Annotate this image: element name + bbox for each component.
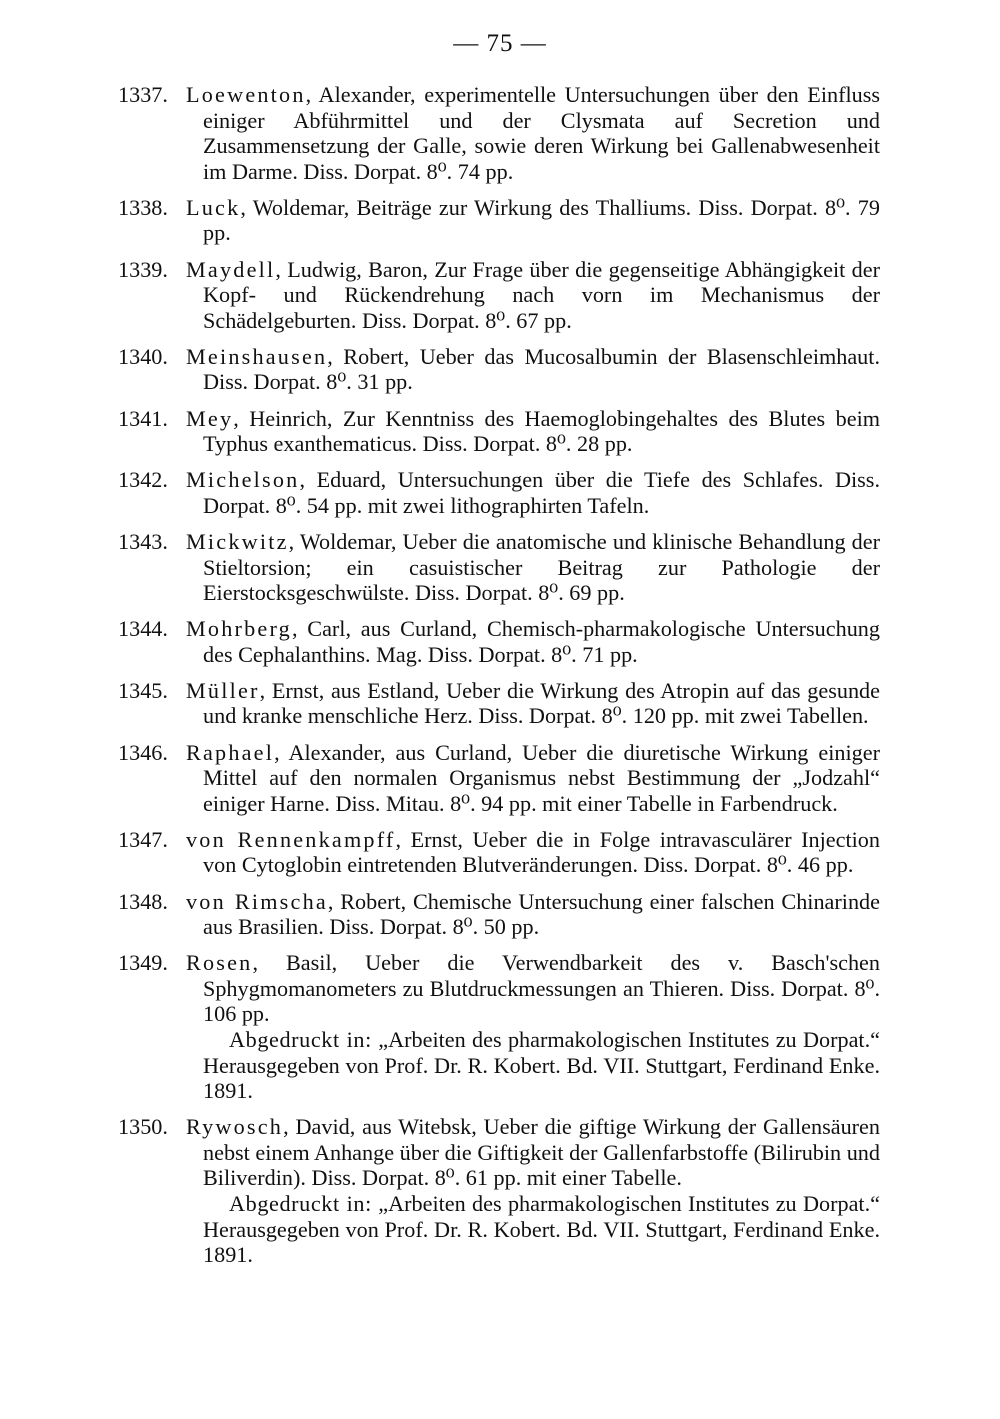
entry-text (186, 82, 880, 184)
entry-text (186, 950, 880, 1027)
entry-number: 1340. (118, 343, 168, 369)
entry-text (186, 827, 880, 878)
entry-author: von Rennenkampff (186, 826, 396, 852)
entry-body: , Ludwig, Baron, Zur Frage über die gegenseitige Abhängigkeit der Kopf- und Rückendrehung nach vorn im Mechanismus der Schädelgeburten. Diss. Dorpat. 8⁰. 67 pp. (203, 256, 880, 333)
entry-body: , Heinrich, Zur Kenntniss des Haemoglobingehaltes des Blutes beim Typhus exanthematicus. Diss. Dorpat. 8⁰. 28 pp. (203, 405, 880, 457)
entry-body: , Basil, Ueber die Verwendbarkeit des v. Basch'schen Sphygmomanometers zu Blutdruckmessungen an Thieren. Diss. Dorpat. 8⁰. 106 pp. (203, 950, 880, 1027)
bibliography-entry-1338 (118, 195, 880, 246)
page-number: — 75 — (453, 30, 547, 57)
bibliography-entry-1342 (118, 467, 880, 518)
entry-number: 1348. (118, 888, 168, 914)
entry-text (186, 406, 880, 457)
entry-number: 1346. (118, 739, 168, 765)
entry-number: 1341. (118, 405, 168, 431)
entry-author: Mey (186, 405, 234, 431)
entry-text (186, 678, 880, 729)
bibliography-entry-1346 (118, 740, 880, 817)
entry-reprint-note (186, 1191, 880, 1268)
entry-number: 1345. (118, 677, 168, 703)
entry-reprint-note (186, 1027, 880, 1104)
entry-body: , Eduard, Untersuchungen über die Tiefe des Schlafes. Diss. Dorpat. 8⁰. 54 pp. mit zwei lithographirten Tafeln. (203, 467, 880, 518)
bibliography-entry-1348 (118, 889, 880, 940)
bibliography-entry-1337 (118, 82, 880, 184)
entry-body: , David, aus Witebsk, Ueber die giftige Wirkung der Gallensäuren nebst einem Anhange über die Giftigkeit der Gallenfarbstoffe (Bilirubin und Biliverdin). Diss. Dorpat. 8⁰. 61 pp. mit einer Tabelle. (203, 1114, 880, 1191)
entry-body: , Woldemar, Ueber die anatomische und klinische Behandlung der Stieltorsion; ein casuistischer Beitrag zur Pathologie der Eierstocksgeschwülste. Diss. Dorpat. 8⁰. 69 pp. (203, 528, 880, 606)
entry-text (186, 1114, 880, 1191)
reprint-note-body: „Arbeiten des pharmakologischen Institutes zu Dorpat.“ Herausgegeben von Prof. Dr. R. Kobert. Bd. VII. Stuttgart, Ferdinand Enke. 1891. (203, 1191, 880, 1268)
entry-author: Rywosch (186, 1114, 284, 1140)
entry-number: 1338. (118, 194, 168, 220)
bibliography-entry-1340 (118, 344, 880, 395)
bibliography-entry-1341 (118, 406, 880, 457)
entry-author: Maydell (186, 256, 276, 282)
entry-body: , Robert, Ueber das Mucosalbumin der Blasenschleimhaut. Diss. Dorpat. 8⁰. 31 pp. (203, 343, 880, 395)
entry-number: 1350. (118, 1114, 168, 1140)
reprint-note-lead: Abgedruckt in: (229, 1191, 372, 1217)
entry-text (186, 616, 880, 667)
entry-body: , Alexander, experimentelle Untersuchungen über den Einfluss einiger Abführmittel und der Clysmata auf Secretion und Zusammensetzung der Galle, sowie deren Wirkung bei Gallenabwesenheit im Darme. Diss. Dorpat. 8⁰. 74 pp. (203, 82, 880, 184)
entry-author: Mickwitz (186, 528, 289, 554)
entry-text (186, 740, 880, 817)
entry-number: 1343. (118, 528, 168, 554)
entry-number: 1349. (118, 950, 168, 976)
entry-author: Müller (186, 677, 260, 703)
entry-text (186, 467, 880, 518)
bibliography-entry-1349 (118, 950, 880, 1104)
entry-body: , Ernst, aus Estland, Ueber die Wirkung des Atropin auf das gesunde und kranke menschliche Herz. Diss. Dorpat. 8⁰. 120 pp. mit zwei Tabellen. (203, 677, 880, 729)
entry-body: , Alexander, aus Curland, Ueber die diuretische Wirkung einiger Mittel auf den normalen Organismus nebst Bestimmung der „Jodzahl“ einiger Harne. Diss. Mitau. 8⁰. 94 pp. mit einer Tabelle in Farbendruck. (203, 739, 880, 816)
bibliography-entry-1344 (118, 616, 880, 667)
bibliography-entry-1343 (118, 529, 880, 606)
entry-body: , Woldemar, Beiträge zur Wirkung des Thalliums. Diss. Dorpat. 8⁰. 79 pp. (203, 194, 880, 246)
entry-text (186, 344, 880, 395)
entry-author: von Rimscha (186, 888, 328, 914)
entry-number: 1344. (118, 616, 168, 642)
entry-text (186, 529, 880, 606)
entry-body: , Robert, Chemische Untersuchung einer falschen Chinarinde aus Brasilien. Diss. Dorpat. 8⁰. 50 pp. (203, 888, 880, 940)
reprint-note-body: „Arbeiten des pharmakologischen Institutes zu Dorpat.“ Herausgegeben von Prof. Dr. R. Kobert. Bd. VII. Stuttgart, Ferdinand Enke. 1891. (203, 1027, 880, 1104)
bibliography-entry-1350 (118, 1114, 880, 1268)
entry-body: , Ernst, Ueber die in Folge intravasculärer Injection von Cytoglobin eintretenden Blutveränderungen. Diss. Dorpat. 8⁰. 46 pp. (203, 826, 880, 878)
bibliography-entry-1347 (118, 827, 880, 878)
entry-number: 1337. (118, 82, 168, 107)
entry-text (186, 195, 880, 246)
entry-number: 1347. (118, 826, 168, 852)
entry-text (186, 889, 880, 940)
bibliography-entry-1345 (118, 678, 880, 729)
entry-author: Loewenton (186, 82, 306, 107)
entry-author: Luck (186, 194, 241, 220)
entry-author: Raphael (186, 739, 275, 765)
bibliography-list (118, 82, 880, 1278)
entry-author: Rosen (186, 950, 253, 976)
entry-text (186, 257, 880, 334)
entry-number: 1342. (118, 467, 168, 493)
entry-author: Meinshausen (186, 343, 328, 369)
reprint-note-lead: Abgedruckt in: (229, 1027, 372, 1052)
entry-number: 1339. (118, 256, 168, 282)
entry-body: , Carl, aus Curland, Chemisch-pharmakologische Untersuchung des Cephalanthins. Mag. Diss. Dorpat. 8⁰. 71 pp. (203, 616, 880, 667)
entry-author: Mohrberg (186, 616, 292, 642)
entry-author: Michelson (186, 467, 300, 493)
bibliography-entry-1339 (118, 257, 880, 334)
